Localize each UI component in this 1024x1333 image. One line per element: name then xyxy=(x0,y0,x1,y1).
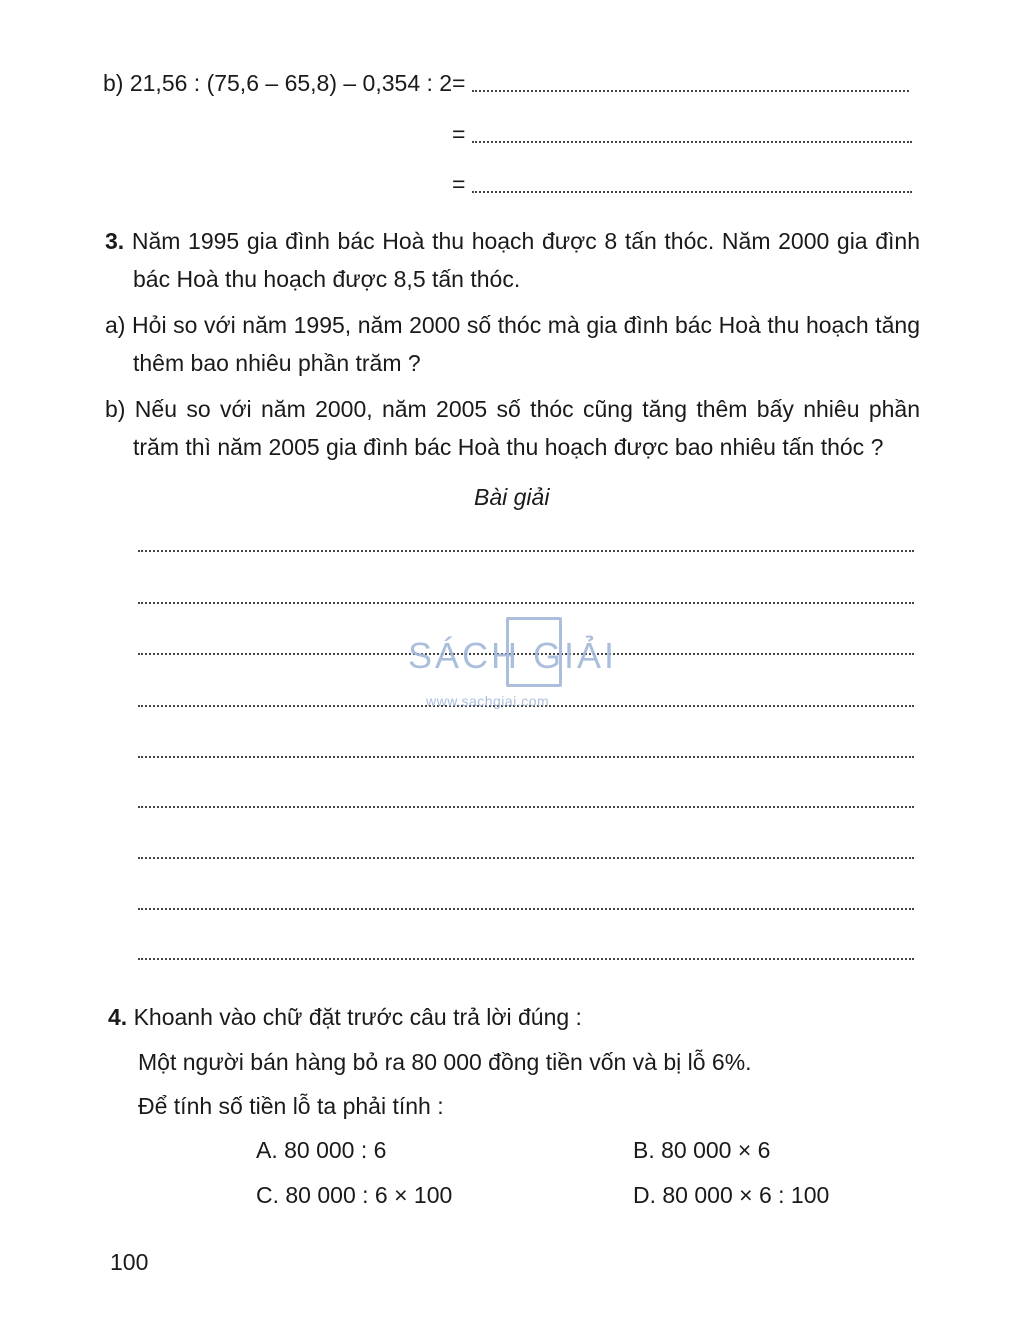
problem-3-question-a xyxy=(105,306,920,382)
watermark-title: SÁCH GIẢI xyxy=(408,635,618,676)
question-a-text: a) Hỏi so với năm 1995, năm 2000 số thóc mà gia đình bác Hoà thu hoạch tăng thêm bao nhiêu phần trăm ? xyxy=(105,312,920,376)
solution-line-7[interactable] xyxy=(138,857,914,859)
option-d[interactable]: D. 80 000 × 6 : 100 xyxy=(633,1182,830,1208)
equals-sign-3: = xyxy=(452,171,466,197)
solution-line-2[interactable] xyxy=(138,602,914,604)
answer-line-b1[interactable] xyxy=(472,90,909,92)
problem-3-question-b xyxy=(105,390,920,466)
problem-4-line-2: Để tính số tiền lỗ ta phải tính : xyxy=(138,1093,444,1119)
problem-4-number: 4. xyxy=(108,1004,128,1030)
problem-3 xyxy=(105,222,920,298)
option-c[interactable]: C. 80 000 : 6 × 100 xyxy=(256,1182,453,1208)
problem-4-line-1: Một người bán hàng bỏ ra 80 000 đồng tiền vốn và bị lỗ 6%. xyxy=(138,1049,752,1075)
question-b-text: b) Nếu so với năm 2000, năm 2005 số thóc cũng tăng thêm bấy nhiêu phần trăm thì năm 2005 gia đình bác Hoà thu hoạch được bao nhiêu tấn thóc ? xyxy=(105,396,920,460)
watermark-logo xyxy=(408,615,623,710)
solution-heading: Bài giải xyxy=(474,484,550,510)
solution-line-1[interactable] xyxy=(138,550,914,552)
solution-line-9[interactable] xyxy=(138,958,914,960)
equals-sign-2: = xyxy=(452,121,466,147)
problem-4-instruction: Khoanh vào chữ đặt trước câu trả lời đúng : xyxy=(133,1004,582,1030)
equals-sign-1: = xyxy=(452,70,466,96)
solution-line-5[interactable] xyxy=(138,756,914,758)
solution-line-6[interactable] xyxy=(138,806,914,808)
problem-3-text: Năm 1995 gia đình bác Hoà thu hoạch được 8 tấn thóc. Năm 2000 gia đình bác Hoà thu hoạch được 8,5 tấn thóc. xyxy=(131,228,920,292)
option-a[interactable]: A. 80 000 : 6 xyxy=(256,1137,387,1163)
watermark-url: www.sachgiai.com xyxy=(426,693,550,709)
problem-4-instruction-row xyxy=(108,1004,582,1031)
part-b-expression: b) 21,56 : (75,6 – 65,8) – 0,354 : 2 xyxy=(103,70,453,96)
option-b[interactable]: B. 80 000 × 6 xyxy=(633,1137,771,1163)
page-number: 100 xyxy=(110,1249,149,1275)
answer-line-b2[interactable] xyxy=(472,141,912,143)
answer-line-b3[interactable] xyxy=(472,191,912,193)
problem-3-number: 3. xyxy=(105,228,125,254)
solution-line-8[interactable] xyxy=(138,908,914,910)
